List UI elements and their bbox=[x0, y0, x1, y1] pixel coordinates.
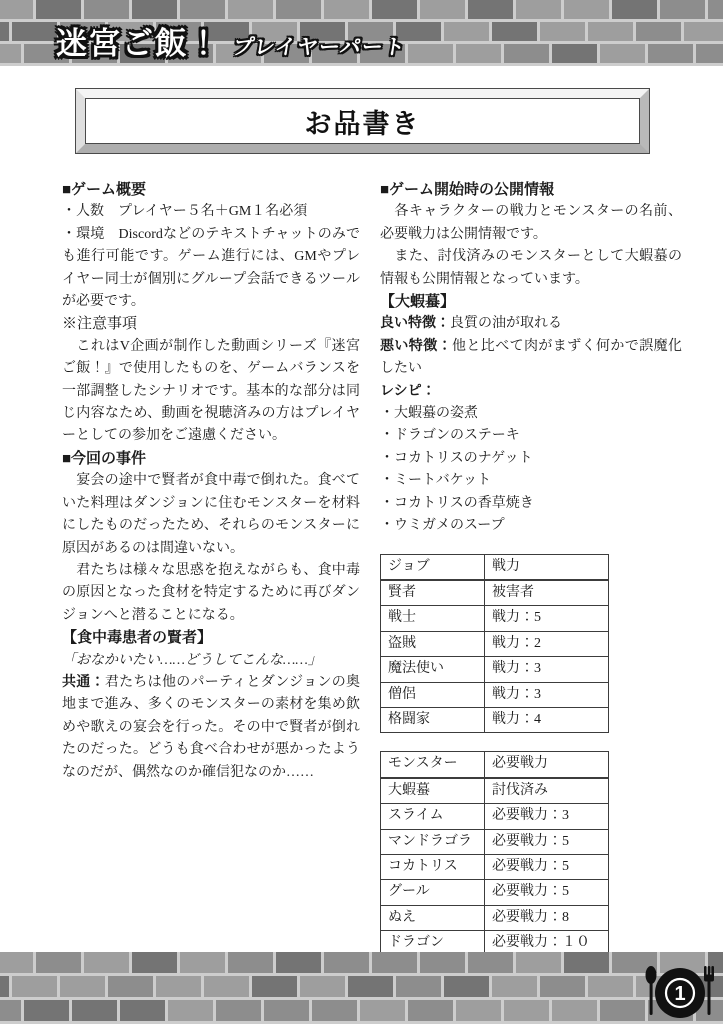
section-heading-public-info: ■ゲーム開始時の公開情報 bbox=[380, 182, 555, 198]
title-plaque bbox=[75, 88, 650, 154]
section-heading-notes: ※注意事項 bbox=[62, 316, 138, 333]
left-column bbox=[62, 179, 360, 957]
monsters-header-required-power: 必要戦力 bbox=[485, 752, 609, 778]
table-row bbox=[381, 606, 609, 631]
public-info-paragraph-2: また、討伐済みのモンスターとして大蝦蟇の情報も公開情報となっています。 bbox=[380, 249, 682, 287]
monsters-table bbox=[380, 751, 609, 956]
required-power-cell: 討伐済み bbox=[485, 778, 609, 804]
monster-cell: コカトリス bbox=[381, 854, 485, 879]
table-header-row bbox=[381, 752, 609, 778]
notes-body: これはV企画が制作した動画シリーズ『迷宮ご飯！』で使用したものを、ゲームバランスを一部調整したシナリオです。基本的な部分は同じ内容なため、動画を視聴済みの方はプレイヤーとしての参加をご遠慮ください。 bbox=[62, 338, 360, 444]
incident-paragraph-2: 君たちは様々な思惑を抱えながらも、食中毒の原因となった食材を特定するために再びダンジョンへと潜ることになる。 bbox=[62, 562, 360, 623]
table-row bbox=[381, 657, 609, 682]
power-cell: 戦力：3 bbox=[485, 682, 609, 707]
recipe-item: ・ウミガメのスープ bbox=[380, 518, 505, 534]
logo-subtitle: プレイヤーパート bbox=[231, 36, 408, 59]
table-row bbox=[381, 778, 609, 804]
recipe-item: ・コカトリスのナゲット bbox=[380, 450, 533, 466]
table-row bbox=[381, 829, 609, 854]
job-cell: 戦士 bbox=[381, 606, 485, 631]
spoon-icon bbox=[646, 966, 657, 1015]
common-body: 君たちは他のパーティとダンジョンの奥地まで進み、多くのモンスターの素材を集め飲めや歌えの宴会を行った。その中で賢者が倒れたのだった。どうも食べ合わせが悪かったようなのだが、偶然なのか確信犯なのか…… bbox=[62, 674, 361, 780]
recipe-item: ・ドラゴンのステーキ bbox=[380, 428, 520, 444]
power-cell: 戦力：2 bbox=[485, 631, 609, 656]
logo-title: 迷宮ご飯！ bbox=[56, 26, 221, 61]
toad-bad-trait-line bbox=[380, 336, 682, 381]
table-row bbox=[381, 631, 609, 656]
job-cell: 盗賊 bbox=[381, 631, 485, 656]
jobs-header-job: ジョブ bbox=[381, 554, 485, 580]
power-cell: 戦力：5 bbox=[485, 606, 609, 631]
overview-players-line: ・人数 プレイヤー５名＋GM１名必須 bbox=[62, 204, 308, 220]
job-cell: 魔法使い bbox=[381, 657, 485, 682]
monster-cell: ぬえ bbox=[381, 905, 485, 930]
required-power-cell: 必要戦力：１０ bbox=[485, 931, 609, 956]
page-title: お品書き bbox=[304, 108, 421, 139]
table-row bbox=[381, 854, 609, 879]
recipe-item: ・コカトリスの香草焼き bbox=[380, 495, 534, 511]
table-row bbox=[381, 880, 609, 905]
plaque-inner bbox=[85, 98, 640, 144]
monster-cell: グール bbox=[381, 880, 485, 905]
section-heading-game-overview: ■ゲーム概要 bbox=[62, 182, 147, 198]
sage-quote: 「おなかいたい……どうしてこんな……」 bbox=[62, 652, 322, 668]
series-logo bbox=[56, 18, 406, 63]
jobs-header-power: 戦力 bbox=[485, 554, 609, 580]
recipe-item: ・大蝦蟇の姿煮 bbox=[380, 406, 478, 422]
job-cell: 賢者 bbox=[381, 580, 485, 606]
overview-environment-line: ・環境 Discordなどのテキストチャットのみでも進行可能です。ゲーム進行には、GMやプレイヤー同士が個別にグループ会話できるツールが必要です。 bbox=[62, 226, 360, 310]
section-heading-incident: ■今回の事件 bbox=[62, 450, 147, 467]
incident-paragraph-1: 宴会の途中で賢者が食中毒で倒れた。食べていた料理はダンジョンに住むモンスターを材料にしたものだったため、それらのモンスターに原因があるのは間違いない。 bbox=[62, 473, 360, 556]
toad-good-trait-line bbox=[380, 313, 682, 335]
required-power-cell: 必要戦力：5 bbox=[485, 829, 609, 854]
plaque-bevel-frame bbox=[76, 89, 649, 153]
monster-cell: スライム bbox=[381, 804, 485, 829]
table-row bbox=[381, 580, 609, 606]
jobs-table bbox=[380, 554, 609, 734]
sage-common-paragraph bbox=[62, 672, 360, 784]
fork-icon bbox=[704, 966, 714, 1015]
monster-cell: ドラゴン bbox=[381, 931, 485, 956]
bad-trait-label: 悪い特徴： bbox=[380, 338, 452, 354]
required-power-cell: 必要戦力：5 bbox=[485, 880, 609, 905]
job-cell: 僧侶 bbox=[381, 682, 485, 707]
power-cell: 戦力：4 bbox=[485, 707, 609, 732]
power-cell: 戦力：3 bbox=[485, 657, 609, 682]
table-row bbox=[381, 905, 609, 930]
table-header-row bbox=[381, 554, 609, 580]
required-power-cell: 必要戦力：5 bbox=[485, 854, 609, 879]
page-number-badge bbox=[642, 962, 718, 1020]
section-heading-giant-toad: 【大蝦蟇】 bbox=[380, 294, 456, 311]
table-row bbox=[381, 804, 609, 829]
plate-icon bbox=[655, 968, 705, 1018]
recipe-label: レシピ： bbox=[380, 383, 436, 399]
monster-cell: 大蝦蟇 bbox=[381, 778, 485, 804]
monster-cell: マンドラゴラ bbox=[381, 829, 485, 854]
bad-trait-text: 他と比べて肉がまずく何かで誤魔化したい bbox=[380, 338, 682, 377]
good-trait-text: 良質の油が取れる bbox=[450, 316, 562, 332]
table-row bbox=[381, 707, 609, 732]
required-power-cell: 必要戦力：8 bbox=[485, 905, 609, 930]
common-label: 共通： bbox=[62, 674, 105, 690]
power-cell: 被害者 bbox=[485, 580, 609, 606]
bottom-brick-border bbox=[0, 952, 723, 1024]
recipe-item: ・ミートバケット bbox=[380, 473, 492, 489]
good-trait-label: 良い特徴： bbox=[380, 316, 450, 332]
right-column bbox=[380, 179, 682, 957]
required-power-cell: 必要戦力：3 bbox=[485, 804, 609, 829]
page-number: 1 bbox=[674, 983, 686, 1005]
table-row bbox=[381, 682, 609, 707]
section-heading-sage: 【食中毒患者の賢者】 bbox=[62, 630, 213, 647]
job-cell: 格闘家 bbox=[381, 707, 485, 732]
page-content bbox=[62, 179, 682, 957]
monsters-header-name: モンスター bbox=[381, 752, 485, 778]
public-info-paragraph-1: 各キャラクターの戦力とモンスターの名前、必要戦力は公開情報です。 bbox=[380, 204, 682, 242]
